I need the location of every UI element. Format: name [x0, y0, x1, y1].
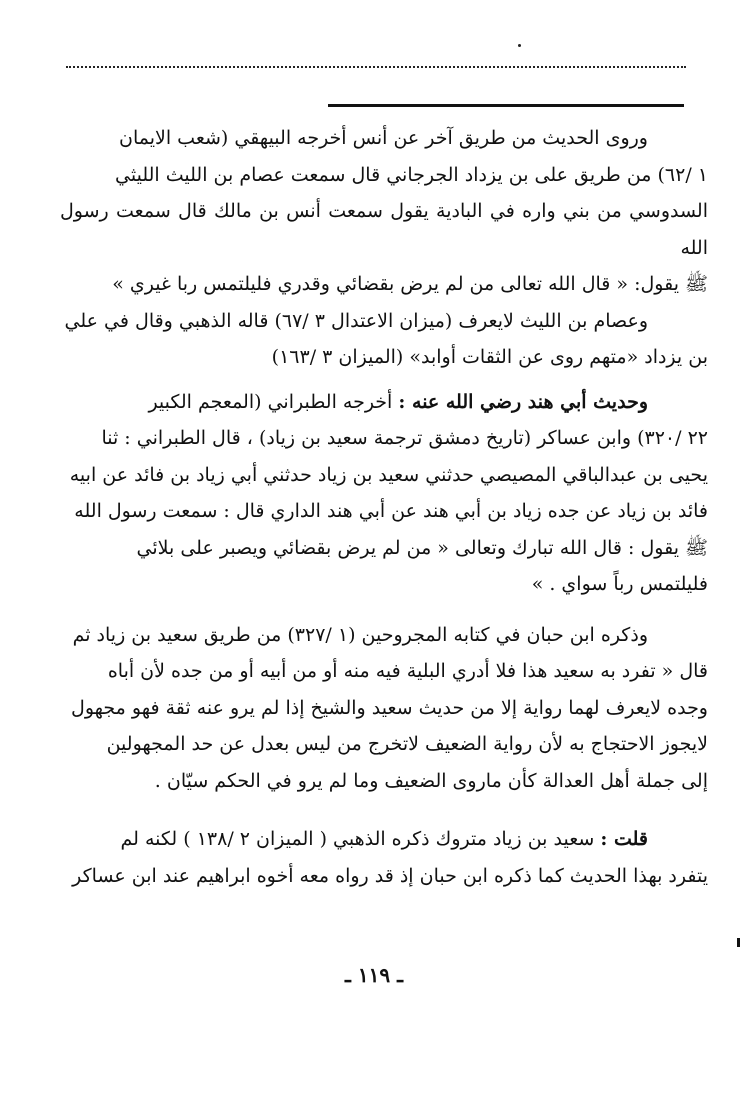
heading-qultu: قلت : [600, 828, 648, 850]
text-line: ﷺ يقول: « قال الله تعالى من لم يرض بقضائي وقدري فليلتمس ربا غيري » [112, 273, 708, 295]
text-line: قال « تفرد به سعيد هذا فلا أدري البلية فيه منه أو من أبيه أو من جده لأن أباه [107, 660, 708, 682]
text-line: ٢٢ /٣٢٠) وابن عساكر (تاريخ دمشق ترجمة سعيد بن زياد) ، قال الطبراني : ثنا [101, 427, 708, 449]
text-line: لايجوز الاحتجاج به لأن رواية الضعيف لاتخرج من ليس بعدل عن حد المجهولين [106, 733, 708, 755]
text-line: فائد بن زياد عن جده زياد بن أبي هند عن أبي هند الداري قال : سمعت رسول الله [74, 500, 708, 522]
text-line [60, 384, 708, 421]
paragraph-3 [60, 384, 708, 603]
paragraph-4 [60, 617, 708, 800]
page-number: ـ ١١٩ ـ [345, 963, 403, 987]
text-line: إلى جملة أهل العدالة كأن ماروى الضعيف وما لم يرو في الحكم سيّان . [154, 769, 708, 792]
stray-dot [518, 44, 521, 47]
paragraph-1 [60, 120, 708, 303]
header-rule [328, 104, 684, 107]
text-span: أخرجه الطبراني (المعجم الكبير [148, 390, 399, 413]
text-line: بن يزداد «متهم روى عن الثقات أوابد» (الميزان ٣ /١٦٣) [271, 346, 708, 368]
page-body [60, 120, 708, 894]
text-line: وجده لايعرف لهما رواية إلا من حديث سعيد والشيخ إذا لم يرو عنه ثقة فهو مجهول [71, 696, 708, 719]
text-line: فليلتمس رباً سواي . » [531, 573, 708, 595]
paragraph-5 [60, 821, 708, 894]
paragraph-2 [60, 303, 708, 376]
text-line: يتفرد بهذا الحديث كما ذكره ابن حبان إذ قد رواه معه أخوه ابراهيم عند ابن عساكر [72, 864, 708, 887]
heading-abi-hind: وحديث أبي هند رضي الله عنه : [398, 390, 648, 413]
text-line: السدوسي من بني واره في البادية يقول سمعت أنس بن مالك قال سمعت رسول الله [60, 200, 708, 259]
text-line: وروى الحديث من طريق آخر عن أنس أخرجه البيهقي (شعب الايمان [119, 127, 648, 149]
text-line: ١ /٦٢) من طريق على بن يزداد الجرجاني قال سمعت عصام بن الليث الليثي [115, 163, 708, 186]
text-line: وعصام بن الليث لايعرف (ميزان الاعتدال ٣ /٦٧) قاله الذهبي وقال في علي [64, 309, 648, 332]
dotted-separator [66, 66, 686, 68]
margin-mark [737, 938, 740, 947]
text-line: ﷺ يقول : قال الله تبارك وتعالى « من لم يرض بقضائي ويصبر على بلائي [136, 536, 708, 559]
text-line [60, 821, 708, 858]
text-span: سعيد بن زياد متروك ذكره الذهبي ( الميزان ٢ /١٣٨ ) لكنه لم [120, 828, 601, 850]
text-line: يحيى بن عبدالباقي المصيصي حدثني سعيد بن زياد حدثني أبي زياد بن فائد عن ابيه [69, 463, 708, 486]
text-line: وذكره ابن حبان في كتابه المجروحين (١ /٣٢٧) من طريق سعيد بن زياد ثم [72, 623, 648, 646]
